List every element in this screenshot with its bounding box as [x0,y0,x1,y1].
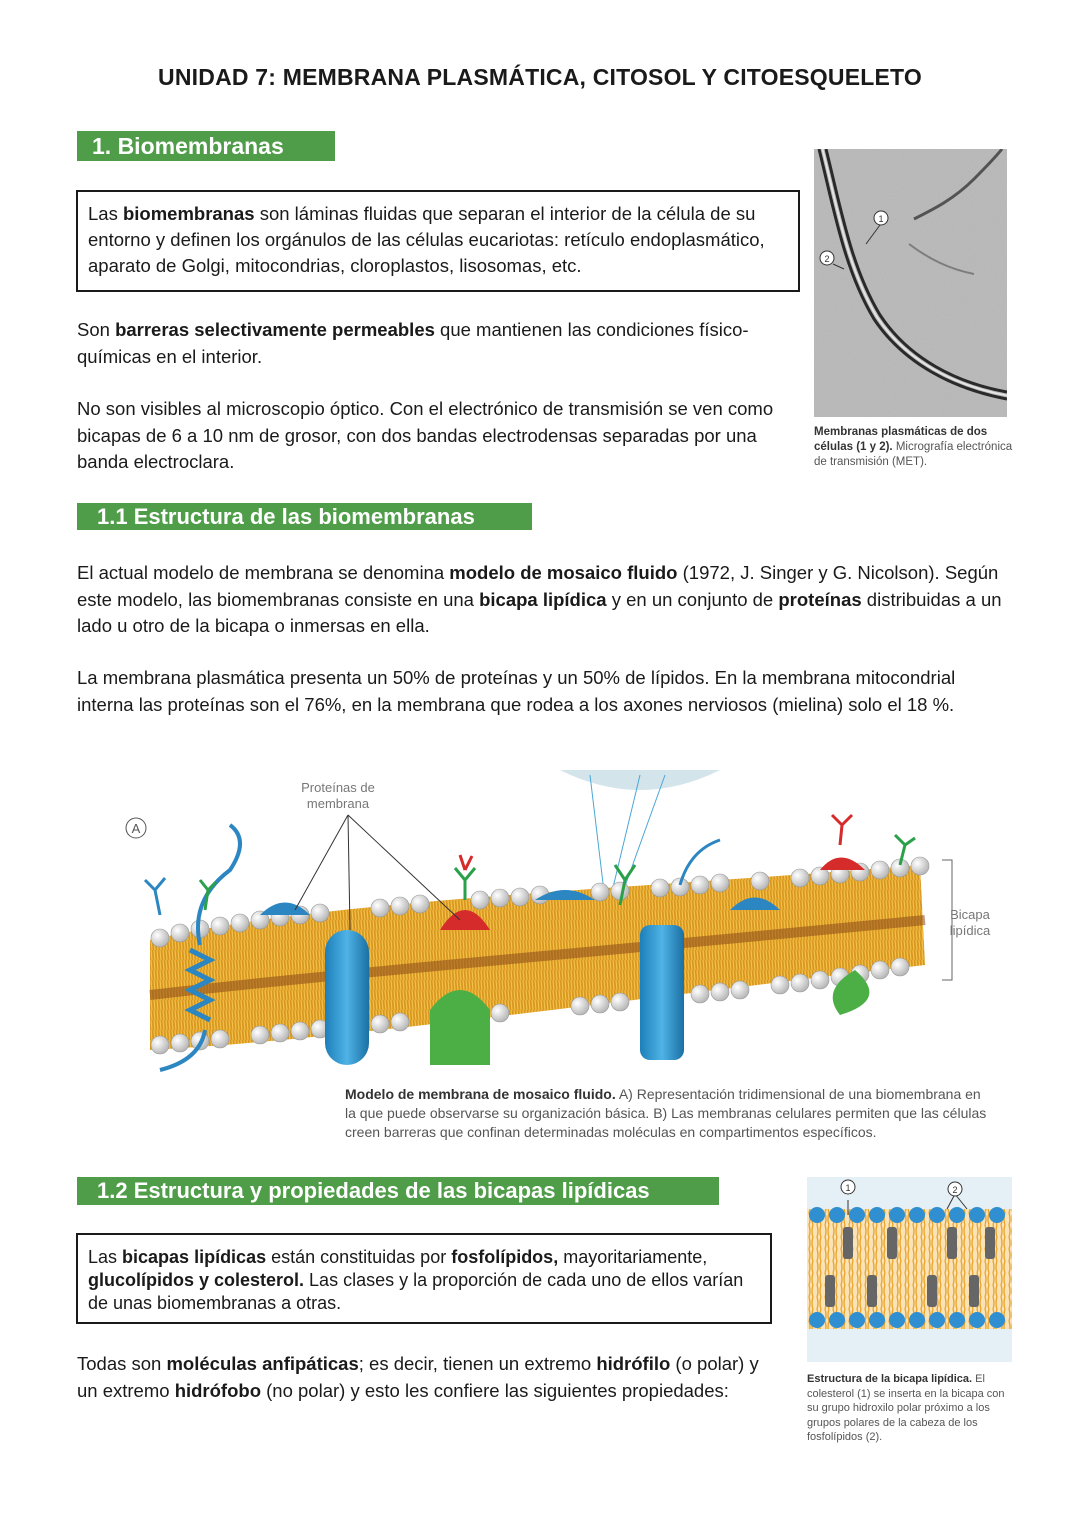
page-title: UNIDAD 7: MEMBRANA PLASMÁTICA, CITOSOL Y CITOESQUELETO [158,64,922,90]
paragraph-fluid-mosaic: El actual modelo de membrana se denomina modelo de mosaico fluido (1972, J. Singer y G. Nicolson). Según este modelo, las biomembranas consiste en una bicapa lipídica y en un conjunto de proteínas distribuidas a un lado u otro de la bicapa o inmersas en ella. [77,562,1002,636]
fluid-mosaic-figure [120,770,1000,1080]
bilayer-label-1 [841,1180,855,1194]
section-heading-biomembranas: 1. Biomembranas [77,131,335,161]
section-heading-structure: 1.1 Estructura de las biomembranas [77,503,532,530]
svg-text:2: 2 [952,1185,958,1195]
paragraph-microscopy: No son visibles al microscopio óptico. Con el electrónico de transmisión se ven como bicapas de 6 a 10 nm de grosor, con dos bandas electrodensas separadas por una banda electroclara. [77,398,774,472]
label-lipid-bilayer: Bicapa lipídica [949,907,991,938]
micrograph-caption: Membranas plasmáticas de dos células (1 y 2). Micrografía electrónica de transmisión (MET). [814,426,1013,468]
paragraph-amphipathic: Todas son moléculas anfipáticas; es decir, tienen un extremo hidrófilo (o polar) y un extremo hidrófobo (no polar) y esto les confiere las siguientes propiedades: [77,1353,759,1401]
definition-box-biomembranas: Las biomembranas son láminas fluidas que separan el interior de la célula de su entorno y definen los orgánulos de las células eucariotas: retículo endoplasmático, aparato de Golgi, mitocondrias, cloroplastos, lisosomas, etc. [76,190,800,292]
svg-text:2: 2 [824,254,830,264]
fluid-mosaic-caption: Modelo de membrana de mosaico fluido. A) Representación tridimensional de una biomembrana en la que puede observarse su organización básica. B) Las membranas celulares permiten que las células creen barreras que confinan determinadas moléculas en compartimentos específicos. [345,1086,987,1140]
bilayer-caption: Estructura de la bicapa lipídica. El colesterol (1) se inserta en la bicapa con su grupo hidroxilo polar próximo a los grupos polares de la cabeza de los fosfolípidos (2). [807,1373,1005,1443]
bilayer-label-2 [948,1182,962,1196]
figure-marker-a [126,818,146,838]
micrograph-image [814,149,1007,417]
svg-text:A: A [131,821,141,836]
svg-text:1: 1 [845,1183,851,1193]
paragraph-permeability: Son barreras selectivamente permeables que mantienen las condiciones físico-químicas en el interior. [77,319,749,367]
micrograph-label-1 [874,211,888,225]
section-heading-bilayers: 1.2 Estructura y propiedades de las bicapas lipídicas [77,1177,719,1205]
definition-box-bilayers: Las bicapas lipídicas están constituidas por fosfolípidos, mayoritariamente, glucolípidos y colesterol. Las clases y la proporción de cada uno de ellos varían de unas biomembranas a otras. [76,1233,772,1324]
paragraph-composition: La membrana plasmática presenta un 50% de proteínas y un 50% de lípidos. En la membrana mitocondrial interna las proteínas son el 76%, en la membrana que rodea a los axones nerviosos (mielina) solo el 18 %. [77,667,956,715]
bilayer-structure-figure [807,1177,1012,1362]
micrograph-label-2 [820,251,834,265]
svg-text:1: 1 [878,214,884,224]
label-membrane-proteins: Proteínas de membrana [301,780,375,811]
